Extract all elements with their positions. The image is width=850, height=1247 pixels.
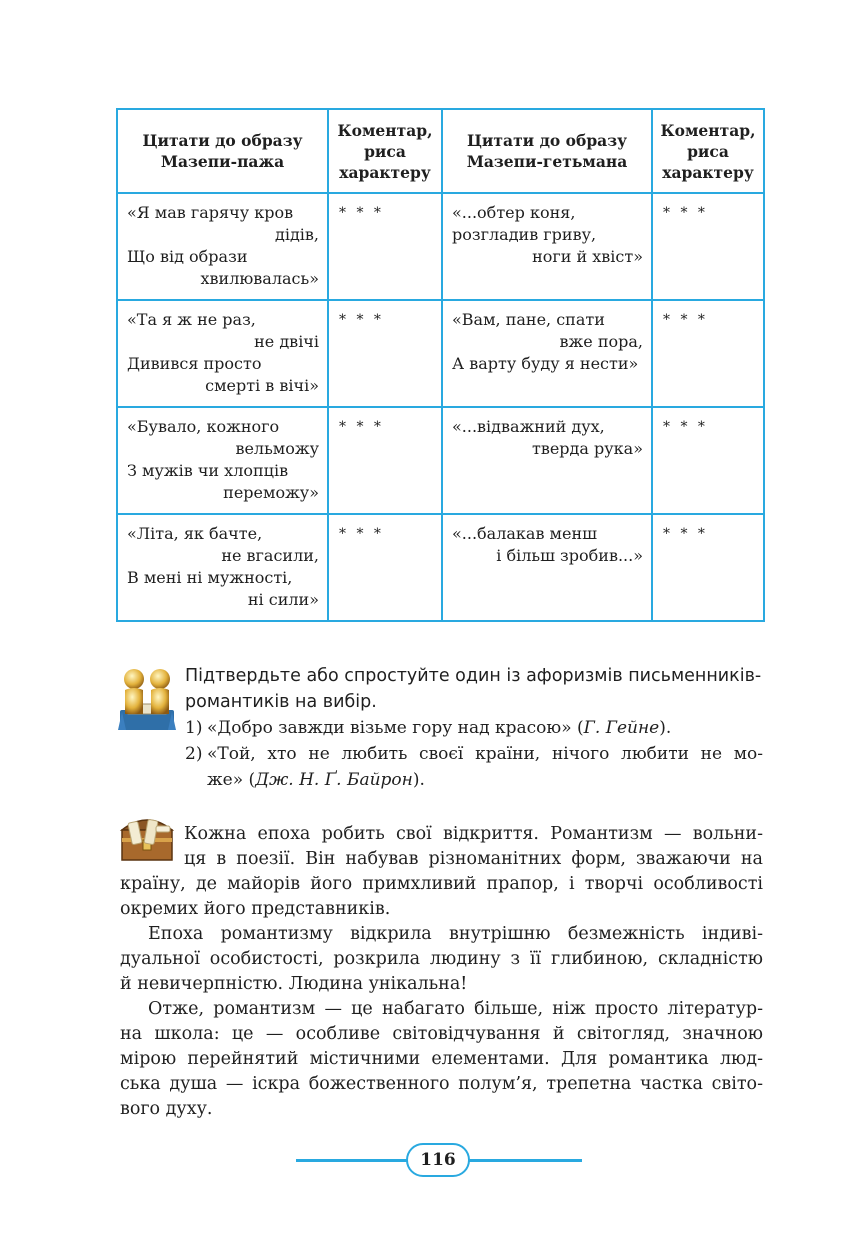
quote-line: вельможу [235, 439, 319, 458]
text-line: мірою перейнятий містичними елементами. Для романтика люд- [120, 1049, 763, 1069]
table-header-row [118, 110, 763, 194]
header-text: Мазепи-гетьмана [466, 152, 628, 171]
quote-cell [443, 408, 653, 515]
table-row [118, 515, 763, 620]
quote-line: В мені ні мужності, [127, 568, 293, 587]
text-line: й невичерпністю. Людина унікальна! [120, 974, 468, 994]
paragraph [120, 997, 763, 1122]
aphorism-quote: «Добро завжди візьме гору над красою» ( [207, 718, 584, 738]
text-line: на школа: це — особливе світовідчування й світогляд, значною [120, 1024, 763, 1044]
aphorism-text [207, 715, 763, 741]
aphorism-author: Дж. Н. Ґ. Байрон [255, 770, 413, 790]
header-text: риса [687, 141, 729, 161]
header-text: Коментар, [337, 120, 433, 140]
list-number: 2) [185, 744, 203, 764]
quote-line: «Я мав гарячу кров [127, 203, 294, 222]
quote-line: «Літа, як бачте, [127, 524, 263, 543]
header-cell [653, 110, 763, 194]
header-text: Мазепи-пажа [160, 152, 285, 171]
page-number-rule-right [468, 1159, 582, 1162]
quote-line: і більш зробив...» [496, 546, 643, 565]
text-line: ця в поезії. Він набував різноманітних форм, зважаючи на [184, 849, 763, 869]
header-text: характеру [339, 162, 431, 182]
comment-cell: * * * [653, 301, 763, 408]
text-line: дуальної особистості, розкрила людину з її глибиною, складністю [120, 949, 763, 969]
header-text: Цитати до образу [466, 131, 628, 150]
quote-line: смерті в вічі» [205, 376, 319, 395]
quote-line: хвилювалась» [200, 269, 319, 288]
list-item [185, 715, 763, 741]
text-line: окремих його представників. [120, 899, 391, 919]
quote-line: «...балакав менш [452, 524, 598, 543]
paragraph [120, 922, 763, 997]
comment-cell: * * * [329, 301, 443, 408]
list-item [185, 741, 763, 793]
quote-cell [118, 408, 329, 515]
header-text: Коментар, [660, 120, 756, 140]
aphorism-tail: ). [412, 770, 425, 790]
list-number: 1) [185, 718, 203, 738]
text-line: країну, де майорів його примхливий прапор, і творчі особливості [120, 874, 763, 894]
quote-line: розгладив гриву, [452, 225, 597, 244]
quote-line: Що від образи [127, 247, 248, 266]
page-number-rule-left [296, 1159, 408, 1162]
table-row [118, 301, 763, 408]
header-text: характеру [662, 162, 754, 182]
quote-line: «...обтер коня, [452, 203, 576, 222]
text-line: ська душа — іскра божественного полум’я, трепетна частка світо- [120, 1074, 763, 1094]
quote-cell [443, 515, 653, 620]
task-items [185, 715, 763, 793]
comment-cell: * * * [329, 408, 443, 515]
aphorism-author: Г. Гейне [583, 718, 660, 738]
header-cell [443, 110, 653, 194]
quote-line: не вгасили, [221, 546, 319, 565]
quote-cell [118, 515, 329, 620]
quote-line: «Бувало, кожного [127, 417, 280, 436]
quote-cell [443, 301, 653, 408]
text-line: вого духу. [120, 1099, 213, 1119]
aphorism-text: «Той, хто не любить своєї країни, нічого любити не мо- [207, 744, 763, 764]
quote-line: А варту буду я нести» [452, 354, 639, 373]
table-row [118, 194, 763, 301]
quote-line: тверда рука» [531, 439, 643, 458]
header-text: Цитати до образу [142, 131, 303, 150]
text-line: Кожна епоха робить свої відкриття. Романтизм — вольни- [184, 824, 763, 844]
task-intro-line: Підтвердьте або спростуйте один із афоризмів письменників- [185, 666, 762, 686]
task-block [185, 663, 763, 715]
quote-line: З мужів чи хлопців [127, 461, 289, 480]
header-text: риса [364, 141, 406, 161]
comment-cell: * * * [329, 515, 443, 620]
quote-line: дідів, [274, 225, 319, 244]
aphorism-quote: же» ( [207, 770, 256, 790]
quote-line: ноги й хвіст» [532, 247, 643, 266]
aphorism-text [207, 767, 763, 793]
quote-line: «...відважний дух, [452, 417, 605, 436]
text-line: Епоха романтизму відкрила внутрішню безмежність індиві- [148, 924, 763, 944]
comment-cell: * * * [663, 526, 708, 542]
text-line: Отже, романтизм — це набагато більше, ніж просто літератур- [148, 999, 763, 1019]
quote-line: Дивився просто [127, 354, 262, 373]
comment-cell: * * * [653, 194, 763, 301]
paragraph [120, 822, 763, 922]
quote-line: не двічі [254, 332, 319, 351]
quote-line: «Та я ж не раз, [127, 310, 256, 329]
quote-line: переможу» [223, 483, 319, 502]
table-row [118, 408, 763, 515]
quote-cell [118, 301, 329, 408]
discussion-figures-icon [116, 666, 178, 732]
header-cell [118, 110, 329, 194]
page-number: 116 [406, 1143, 470, 1177]
quote-cell [118, 194, 329, 301]
aphorism-tail: ). [659, 718, 672, 738]
quote-line: вже пора, [559, 332, 643, 351]
quote-line: «Вам, пане, спати [452, 310, 605, 329]
task-intro-line: романтиків на вибір. [185, 692, 377, 712]
comment-cell: * * * [653, 408, 763, 515]
quote-line: ні сили» [247, 590, 319, 609]
quote-cell [443, 194, 653, 301]
header-cell [329, 110, 443, 194]
quotes-table [116, 108, 765, 622]
comment-cell: * * * [329, 194, 443, 301]
